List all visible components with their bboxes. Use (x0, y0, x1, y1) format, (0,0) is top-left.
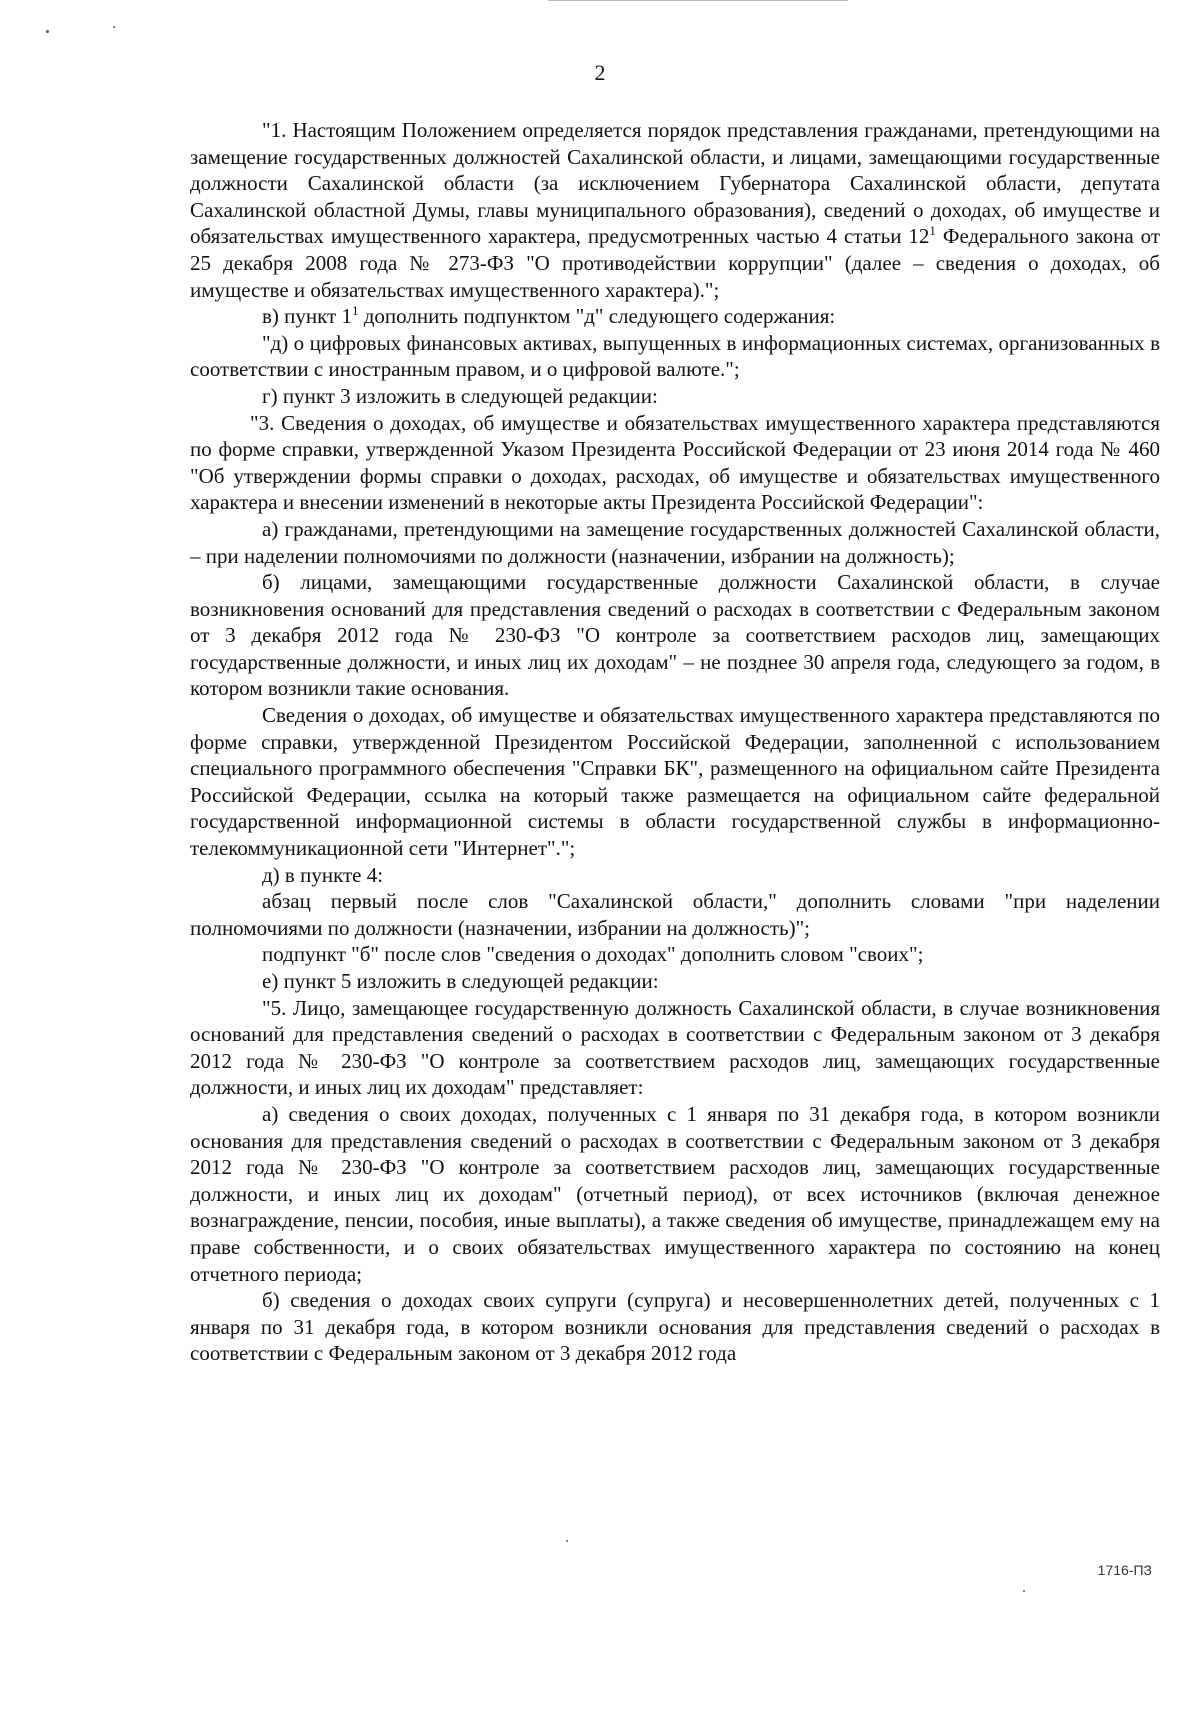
paragraph-12: е) пункт 5 изложить в следующей редакции: (262, 969, 659, 993)
scan-speck (1023, 1590, 1025, 1592)
paragraph-14: а) сведения о своих доходах, полученных с 1 января по 31 декабря года, в котором возникли основания для представления сведений о расходах в соответствии с Федеральным законом от 3 декабря 2012 года № 230-ФЗ "О контроле за соответствием расходов лиц, замещающих государственные должности, и иных лиц их доходам" (отчетный период), от всех источников (включая денежное вознаграждение, пенсии, пособия, иные выплаты), а также сведения об имуществе, принадлежащем ему на праве собственности, и о своих обязательствах имущественного характера по состоянию на конец отчетного периода; (190, 1101, 1160, 1286)
paragraph-13: "5. Лицо, замещающее государственную должность Сахалинской области, в случае возникновения оснований для представления сведений о расходах в соответствии с Федеральным законом от 3 декабря 2012 года № 230-ФЗ "О контроле за соответствием расходов лиц, замещающих государственные должности, и иных лиц их доходам" представляет: (190, 995, 1160, 1100)
page-number: 2 (594, 60, 606, 85)
paragraph-7: б) лицами, замещающими государственные должности Сахалинской области, в случае возникновения оснований для представления сведений о расходах в соответствии с Федеральным законом от 3 декабря 2012 года № 230-ФЗ "О контроле за соответствием расходов лиц, замещающих государственные должности, и иных лиц их доходам" – не позднее 30 апреля года, следующего за годом, в котором возникли такие основания. (190, 570, 1160, 701)
paragraph-9: д) в пункте 4: (262, 862, 384, 887)
paragraph-5: "3. Сведения о доходах, об имуществе и обязательствах имущественного характера представляются по форме справки, утвержденной Указом Президента Российской Федерации от 23 июня 2014 года № 460 "Об утверждении формы справки о доходах, расходах, об имуществе и обязательствах имущественного характера и внесении изменений в некоторые акты Президента Российской Федерации": (190, 410, 1160, 515)
document-code: 1716-ПЗ (1097, 1562, 1152, 1578)
paragraph-1: "1. Настоящим Положением определяется порядок представления гражданами, претендующими на замещение государственных должностей Сахалинской области, и лицами, замещающими государственные должности Сахалинской области (за исключением Губернатора Сахалинской области, депутата Сахалинской областной Думы, главы муниципального образования), сведений о доходах, об имуществе и обязательствах имущественного характера, предусмотренных частью 4 статьи $12^1$ Федерального закона от 25 декабря 2008 года № 273-ФЗ "О противодействии коррупции" (далее – сведения о доходах, об имуществе и обязательствах имущественного характера)."; (190, 118, 1161, 302)
paragraph-4: г) пункт 3 изложить в следующей редакции: (262, 383, 658, 408)
paragraph-6: а) гражданами, претендующими на замещение государственных должностей Сахалинской области, – при наделении полномочиями по должности (назначении, избрании на должность); (190, 516, 1160, 568)
paragraph-10: абзац первый после слов "Сахалинской области," дополнить словами "при наделении полномочиями по должности (назначении, избрании на должность)"; (190, 889, 1160, 940)
superscript: 1 (352, 303, 359, 319)
paragraph-2: в) пункт $1^1$ дополнить подпунктом "д" следующего содержания: (262, 303, 836, 329)
paragraph-3: "д) о цифровых финансовых активах, выпущенных в информационных системах, организованных в соответствии с иностранным правом, и о цифровой валюте."; (190, 330, 1160, 382)
paragraph-8: Сведения о доходах, об имуществе и обязательствах имущественного характера представляются по форме справки, утвержденной Президентом Российской Федерации, заполненной с использованием специального программного обеспечения "Справки БК", размещенного на официальном сайте Президента Российской Федерации, ссылка на который также размещается на официальном сайте федеральной государственной информационной системы в области государственной службы в информационно-телекоммуникационной сети "Интернет"."; (190, 703, 1160, 861)
scan-speck (113, 26, 115, 28)
scan-speck (566, 1540, 568, 1542)
scan-top-edge (548, 0, 848, 1)
superscript: 1 (929, 223, 936, 239)
paragraph-15: б) сведения о доходах своих супруги (супруга) и несовершеннолетних детей, полученных с 1 января по 31 декабря года, в котором возникли основания для представления сведений о расходах в соответствии с Федеральным законом от 3 декабря 2012 года (190, 1288, 1160, 1366)
paragraph-11: подпункт "б" после слов "сведения о доходах" дополнить словом "своих"; (262, 942, 924, 967)
scan-speck (46, 30, 49, 33)
document-body (190, 117, 1160, 1367)
